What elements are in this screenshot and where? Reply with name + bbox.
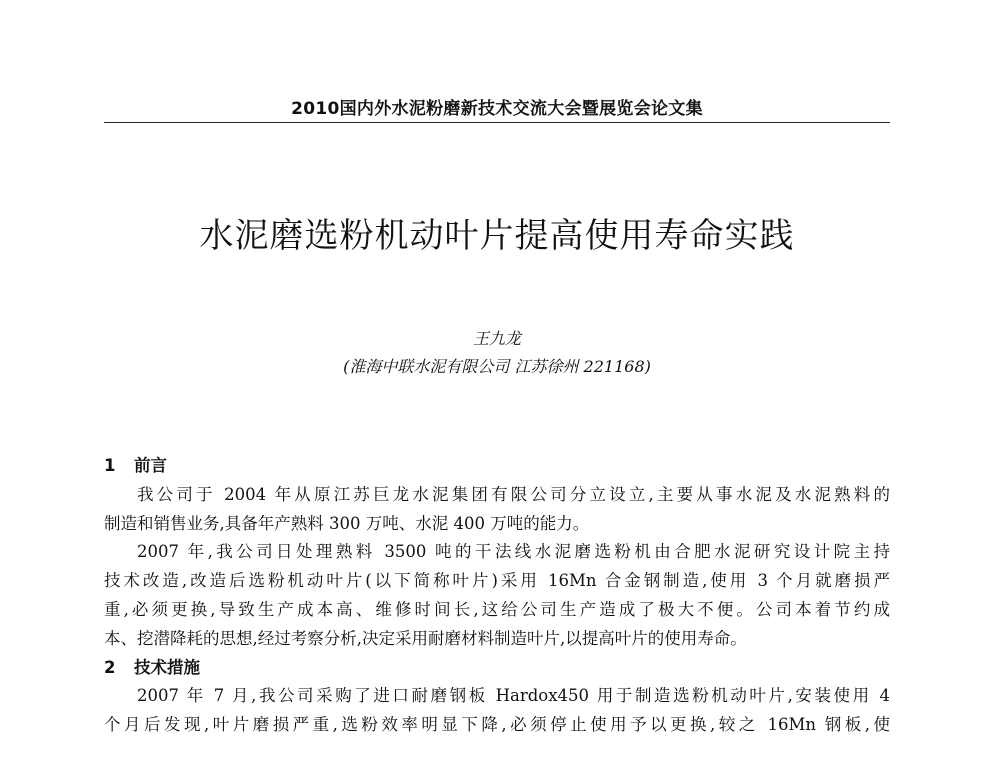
- paragraph-line: 个月后发现,叶片磨损严重,选粉效率明显下降,必须停止使用予以更换,较之 16Mn 钢板,使: [104, 715, 890, 735]
- paragraph-line: 2007 年,我公司日处理熟料 3500 吨的干法线水泥磨选粉机由合肥水泥研究设计院主持: [137, 542, 890, 562]
- author: 王九龙: [472, 329, 521, 348]
- section-number: 2: [104, 657, 116, 677]
- paragraph-line: 本、挖潜降耗的思想,经过考察分析,决定采用耐磨材料制造叶片,以提高叶片的使用寿命。: [104, 628, 747, 648]
- paragraph: [104, 481, 890, 539]
- paragraph: [104, 538, 890, 653]
- paragraph-line: 我公司于 2004 年从原江苏巨龙水泥集团有限公司分立设立,主要从事水泥及水泥熟料的: [137, 484, 890, 504]
- paper-title: 水泥磨选粉机动叶片提高使用寿命实践: [199, 216, 795, 256]
- section-heading-introduction: [104, 452, 890, 481]
- running-header: 2010国内外水泥粉磨新技术交流大会暨展览会论文集: [291, 99, 703, 119]
- paragraph-line: 技术改造,改造后选粉机动叶片(以下简称叶片)采用 16Mn 合金钢制造,使用 3 个月就磨损严: [104, 571, 890, 591]
- paragraph-line: 制造和销售业务,具备年产熟料 300 万吨、水泥 400 万吨的能力。: [104, 513, 590, 533]
- affiliation: (淮海中联水泥有限公司 江苏徐州 221168): [343, 357, 651, 376]
- section-title: 技术措施: [134, 657, 200, 677]
- paragraph: [104, 682, 890, 740]
- paragraph-line: 2007 年 7 月,我公司采购了进口耐磨钢板 Hardox450 用于制造选粉机动叶片,安装使用 4: [137, 686, 890, 706]
- section-heading-technical-measures: [104, 654, 890, 683]
- header-rule: [104, 122, 890, 123]
- section-title: 前言: [134, 456, 167, 475]
- paragraph-line: 重,必须更换,导致生产成本高、维修时间长,这给公司生产造成了极大不便。公司本着节约成: [104, 599, 890, 619]
- section-number: 1: [104, 456, 116, 475]
- body-text: [104, 452, 890, 740]
